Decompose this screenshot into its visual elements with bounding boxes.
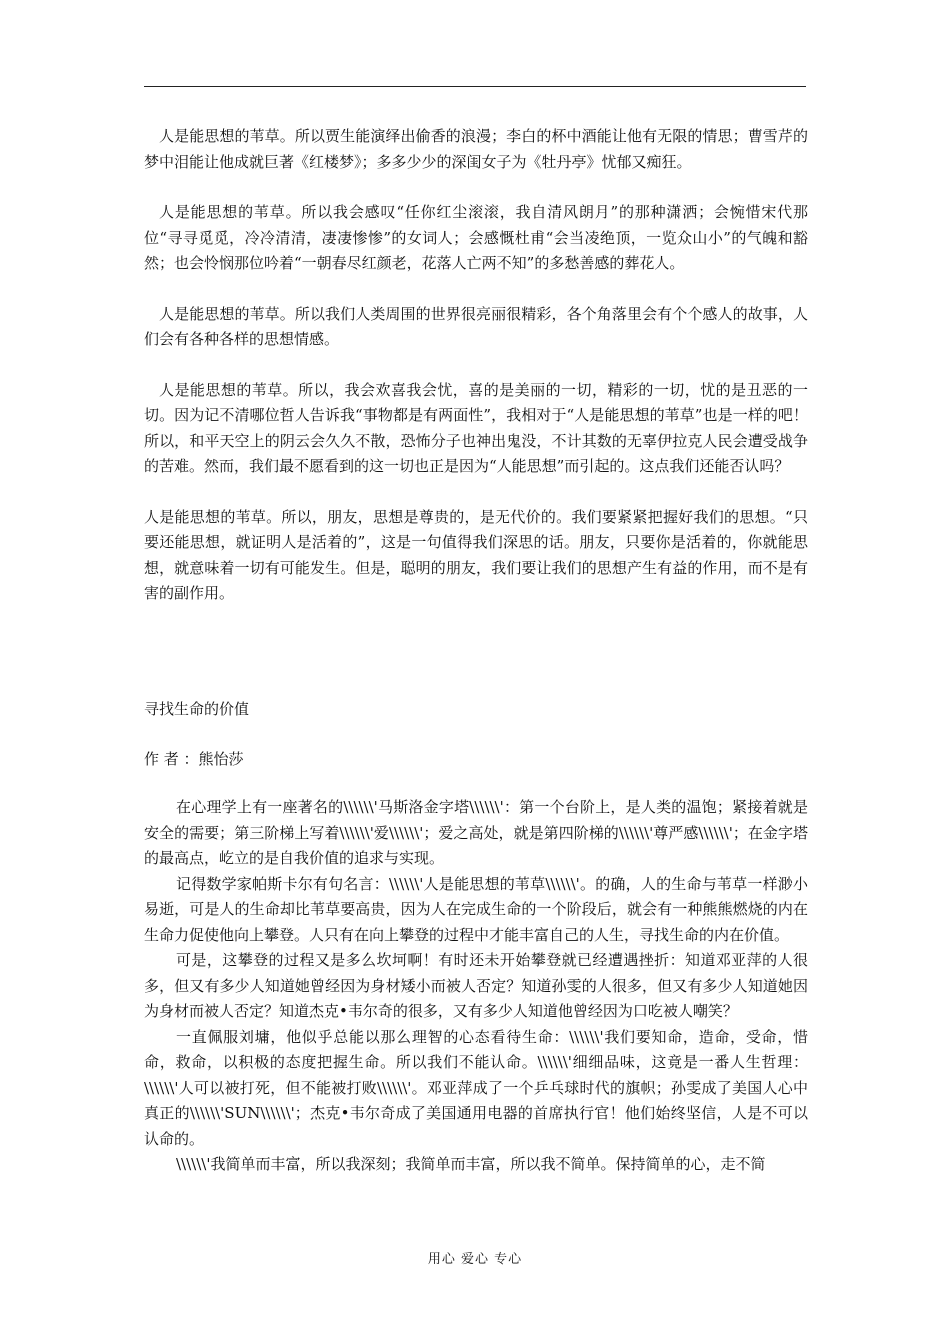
page-footer: 用心 爱心 专心 <box>427 1252 523 1267</box>
essay-1 <box>144 124 808 607</box>
essay-2-paragraph: 一直佩服刘墉，他似乎总能以那么理智的心态看待生命：\\\\\\'我们要知命，造命，受命，惜命，救命，以积极的态度把握生命。所以我们不能认命。\\\\\\'细细品味，这竟是一番人生哲理：\\\\\\'人可以被打死，但不能被打败\\\\\\'。邓亚萍成了一个乒乓球时代的旗帜；孙雯成了美国人心中真正的\\\\\\'SUN\\\\\\'；杰克•韦尔奇成了美国通用电器的首席执行官！他们始终坚信，人是不可以认命的。 <box>144 1027 808 1148</box>
essay-2-author: 作 者 ：熊怡莎 <box>144 750 244 768</box>
essay-1-paragraph: 人是能思想的苇草。所以，朋友，思想是尊贵的，是无代价的。我们要紧紧把握好我们的思想。“只要还能思想，就证明人是活着的”，这是一句值得我们深思的话。朋友，只要你是活着的，你就能思想，就意味着一切有可能发生。但是，聪明的朋友，我们要让我们的思想产生有益的作用，而不是有害的副作用。 <box>144 507 808 602</box>
essay-2-body <box>144 795 808 1178</box>
essay-1-paragraph: 人是能思想的苇草。所以，我会欢喜我会忧，喜的是美丽的一切，精彩的一切，忧的是丑恶的一切。因为记不清哪位哲人告诉我“事物都是有两面性”，我相对于“人是能思想的苇草”也是一样的吧！所以，和平天空上的阴云会久久不散，恐怖分子也神出鬼没，不计其数的无辜伊拉克人民会遭受战争的苦难。然而，我们最不愿看到的这一切也正是因为“人能思想”而引起的。这点我们还能否认吗？ <box>144 380 808 475</box>
essay-2-title: 寻找生命的价值 <box>144 700 250 718</box>
essay-2-paragraph: \\\\\\'我简单而丰富，所以我深刻；我简单而丰富，所以我不简单。保持简单的心，走不简 <box>176 1155 766 1173</box>
essay-2-paragraph: 记得数学家帕斯卡尔有句名言：\\\\\\'人是能思想的苇草\\\\\\'。的确，人的生命与苇草一样渺小易逝，可是人的生命却比苇草要高贵，因为人在完成生命的一个阶段后，就会有一种熊熊燃烧的内在生命力促使他向上攀登。人只有在向上攀登的过程中才能丰富自己的人生，寻找生命的内在价值。 <box>144 874 808 944</box>
essay-2-paragraph: 在心理学上有一座著名的\\\\\\'马斯洛金字塔\\\\\\'：第一个台阶上，是人类的温饱；紧接着就是安全的需要；第三阶梯上写着\\\\\\'爱\\\\\\'；爱之高处，就是第四阶梯的\\\\\\'尊严感\\\\\\'；在金字塔的最高点，屹立的是自我价值的追求与实现。 <box>144 798 808 867</box>
essay-1-paragraph: 人是能思想的苇草。所以我们人类周围的世界很亮丽很精彩，各个角落里会有个个感人的故事，人们会有各种各样的思想情感。 <box>144 304 808 348</box>
header-rule <box>144 86 806 87</box>
essay-1-paragraph: 人是能思想的苇草。所以贾生能演绎出偷香的浪漫；李白的杯中酒能让他有无限的情思；曹雪芹的梦中泪能让他成就巨著《红楼梦》；多多少少的深闺女子为《牡丹亭》忧郁又痴狂。 <box>144 127 808 171</box>
essay-2-paragraph: 可是，这攀登的过程又是多么坎坷啊！有时还未开始攀登就已经遭遇挫折：知道邓亚萍的人很多，但又有多少人知道她曾经因为身材矮小而被人否定？知道孙雯的人很多，但又有多少人知道她因为身材而被人否定？知道杰克•韦尔奇的很多，又有多少人知道他曾经因为口吃被人嘲笑？ <box>144 951 808 1020</box>
essay-1-paragraph: 人是能思想的苇草。所以我会感叹“任你红尘滚滚，我自清风朗月”的那种潇洒；会惋惜宋代那位“寻寻觅觅，冷冷清清，凄凄惨惨”的女词人；会感慨杜甫“会当凌绝顶，一览众山小”的气魄和豁然；也会怜悯那位吟着“一朝春尽红颜老，花落人亡两不知”的多愁善感的葬花人。 <box>144 203 808 272</box>
